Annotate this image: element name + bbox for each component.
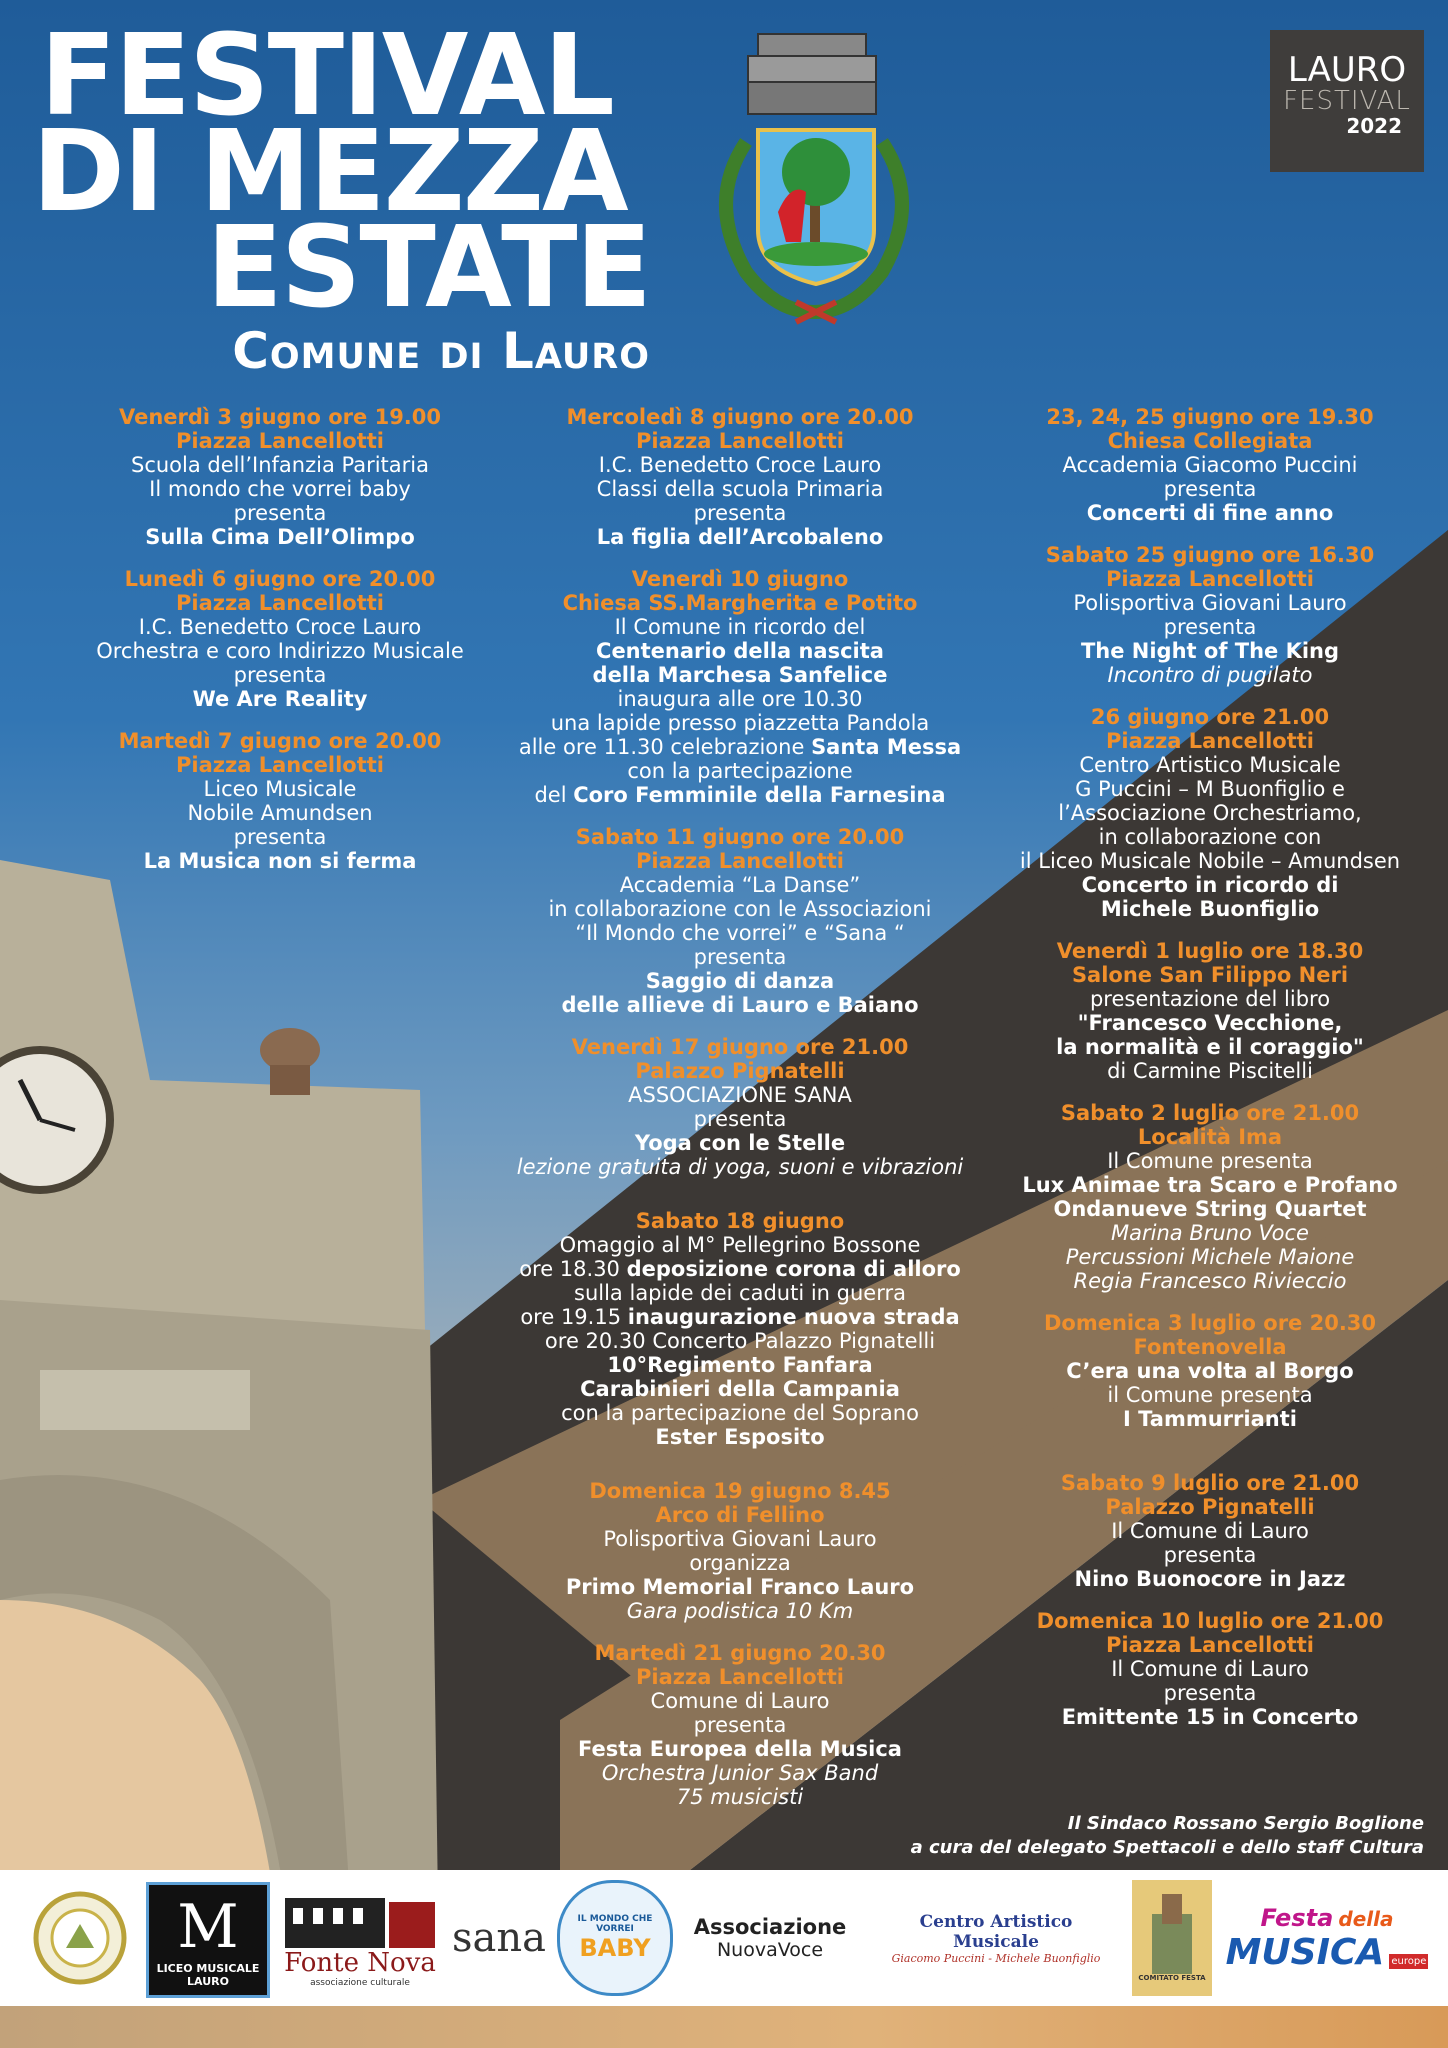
event-date: Sabato 9 luglio ore 21.00 [1060, 1471, 1360, 1495]
event-line [990, 1221, 1430, 1245]
event-date: Domenica 19 giugno 8.45 [589, 1479, 891, 1503]
event-line [490, 921, 990, 945]
event-line-highlight: deposizione corona di alloro [626, 1257, 961, 1281]
event-line-text: Ondanueve String Quartet [1053, 1197, 1367, 1221]
event-line-text: presentazione del libro [1089, 987, 1331, 1011]
fonte-nova-building-icon [285, 1888, 435, 1948]
event-line [490, 1233, 990, 1257]
event-line [990, 1197, 1430, 1221]
event-line-text: I Tammurrianti [1123, 1407, 1297, 1431]
event-line [990, 1269, 1430, 1293]
event-block [490, 825, 990, 1017]
event-line-text: Michele Buonfiglio [1100, 897, 1320, 921]
event-line-text: l’Associazione Orchestriamo, [1058, 801, 1362, 825]
event-line [60, 849, 500, 873]
event-line [990, 897, 1430, 921]
event-line-text: Comune di Lauro [650, 1689, 830, 1713]
event-date: Mercoledì 8 giugno ore 20.00 [566, 405, 914, 429]
event-line-text: il Liceo Musicale Nobile – Amundsen [1019, 849, 1401, 873]
event-line [490, 783, 990, 807]
event-line [60, 777, 500, 801]
liceo-musicale-logo [146, 1882, 270, 1998]
event-line [990, 639, 1430, 663]
event-line-text: Centro Artistico Musicale [1079, 753, 1341, 777]
event-line-text: G Puccini – M Buonfiglio e [1075, 777, 1345, 801]
events-column-1 [60, 405, 500, 891]
event-line-text: presenta [233, 663, 327, 687]
event-line [990, 1681, 1430, 1705]
baby-label: BABY [579, 1934, 651, 1962]
event-line [490, 615, 990, 639]
event-line [490, 969, 990, 993]
baby-top-label: IL MONDO CHE VORREI [577, 1914, 653, 1934]
logo-line-1: LAURO [1287, 50, 1407, 90]
event-block [990, 405, 1430, 525]
event-line [490, 1737, 990, 1761]
event-line [490, 1785, 990, 1809]
event-line [60, 525, 500, 549]
event-venue: Palazzo Pignatelli [1105, 1495, 1315, 1519]
sana-label: sana [452, 1915, 546, 1961]
event-line [990, 1359, 1430, 1383]
event-line-text: Gara podistica 10 Km [626, 1599, 854, 1623]
event-line [60, 825, 500, 849]
event-line-text: Il Comune in ricordo del [614, 615, 866, 639]
event-line [490, 1527, 990, 1551]
event-line [990, 477, 1430, 501]
event-line [490, 501, 990, 525]
event-line-text: il Comune presenta [1107, 1383, 1313, 1407]
event-line [60, 501, 500, 525]
event-venue: Piazza Lancellotti [176, 429, 384, 453]
fonte-nova-logo [280, 1880, 440, 1996]
event-line-text: Il Comune di Lauro [1111, 1657, 1309, 1681]
event-block [490, 1479, 990, 1623]
credits-line-1: Il Sindaco Rossano Sergio Boglione [1067, 1813, 1424, 1834]
event-line [490, 639, 990, 663]
event-venue: Piazza Lancellotti [636, 429, 844, 453]
event-line [60, 453, 500, 477]
event-line-text: presenta [1163, 1543, 1257, 1567]
festa-word-1: Festa [1260, 1903, 1334, 1932]
event-line-text: La figlia dell’Arcobaleno [596, 525, 884, 549]
event-line-text: Concerto in ricordo di [1081, 873, 1339, 897]
event-line-text: inaugura alle ore 10.30 [617, 687, 863, 711]
event-block [990, 1311, 1430, 1431]
associazione-nuovavoce-logo [686, 1880, 854, 1996]
event-line-text: in collaborazione con le Associazioni [548, 897, 932, 921]
event-line [990, 1567, 1430, 1591]
assoc-label-2: NuovaVoce [716, 1939, 824, 1961]
event-line-text: We Are Reality [192, 687, 368, 711]
event-line-text: sulla lapide dei caduti in guerra [574, 1281, 906, 1305]
event-line-text: Scuola dell’Infanzia Paritaria [131, 453, 429, 477]
title-line-3: ESTATE [206, 203, 650, 333]
event-line-text: Percussioni Michele Maione [1065, 1245, 1355, 1269]
event-line [990, 1383, 1430, 1407]
event-line-highlight: Coro Femminile della Farnesina [573, 783, 946, 807]
liceo-m-icon: M [177, 1892, 239, 1962]
event-line [490, 1155, 990, 1179]
event-line [490, 1131, 990, 1155]
event-line-text: Sulla Cima Dell’Olimpo [145, 525, 415, 549]
coat-of-arms-icon [696, 32, 932, 332]
subtitle: Comune di Lauro [232, 322, 650, 380]
logo-line-2: FESTIVAL [1283, 86, 1411, 116]
festa-word-2: della [1338, 1906, 1394, 1931]
event-date: Sabato 18 giugno [635, 1209, 845, 1233]
event-line [490, 687, 990, 711]
event-line [990, 1149, 1430, 1173]
event-line [60, 477, 500, 501]
event-line [490, 1329, 990, 1353]
event-line [990, 1705, 1430, 1729]
event-venue: Località Ima [1137, 1125, 1283, 1149]
credits-line-2: a cura del delegato Spettacoli e dello staff Cultura [910, 1837, 1424, 1858]
bottom-strip [0, 2006, 1448, 2048]
fonte-nova-label: Fonte Nova [284, 1948, 436, 1978]
event-line-text: ASSOCIAZIONE SANA [628, 1083, 852, 1107]
event-venue: Piazza Lancellotti [636, 1665, 844, 1689]
event-line [990, 453, 1430, 477]
event-line [990, 849, 1430, 873]
event-line-text: Nino Buonocore in Jazz [1074, 1567, 1346, 1591]
event-line-text: una lapide presso piazzetta Pandola [550, 711, 930, 735]
event-line-text: presenta [1163, 1681, 1257, 1705]
event-line-text: La Musica non si ferma [143, 849, 417, 873]
event-line-text: presenta [693, 1713, 787, 1737]
school-seal-logo [30, 1880, 130, 1996]
event-line [990, 501, 1430, 525]
event-line-text: della Marchesa Sanfelice [592, 663, 888, 687]
event-line-text: ore 18.30 [519, 1257, 627, 1281]
event-date: 23, 24, 25 giugno ore 19.30 [1046, 405, 1374, 429]
event-line-highlight: inaugurazione nuova strada [627, 1305, 960, 1329]
event-line [60, 663, 500, 687]
event-line-text: organizza [689, 1551, 791, 1575]
event-block [60, 405, 500, 549]
event-date: Martedì 7 giugno ore 20.00 [118, 729, 442, 753]
event-line [60, 615, 500, 639]
event-block [490, 1209, 990, 1449]
event-line [490, 945, 990, 969]
event-line [990, 1245, 1430, 1269]
event-line-text: di Carmine Piscitelli [1107, 1059, 1313, 1083]
event-venue: Piazza Lancellotti [1106, 1633, 1314, 1657]
event-line-text: Il mondo che vorrei baby [149, 477, 411, 501]
event-line [990, 753, 1430, 777]
event-line-text: Liceo Musicale [203, 777, 357, 801]
event-line [490, 1575, 990, 1599]
event-date: Sabato 11 giugno ore 20.00 [575, 825, 905, 849]
event-line [490, 1281, 990, 1305]
castle-icon [1142, 1894, 1202, 1974]
event-block [60, 567, 500, 711]
europe-label: europe [1391, 1955, 1427, 1967]
event-date: Sabato 25 giugno ore 16.30 [1045, 543, 1375, 567]
event-venue: Piazza Lancellotti [176, 591, 384, 615]
event-date: Venerdì 17 giugno ore 21.00 [571, 1035, 909, 1059]
event-line [60, 639, 500, 663]
event-line [990, 1407, 1430, 1431]
event-line [990, 987, 1430, 1011]
events-column-2 [490, 405, 990, 1827]
event-date: Venerdì 1 luglio ore 18.30 [1056, 939, 1364, 963]
fonte-nova-sub: associazione culturale [310, 1978, 410, 1988]
event-line [990, 801, 1430, 825]
event-line-text: ore 19.15 [520, 1305, 628, 1329]
event-line-text: Carabinieri della Campania [580, 1377, 900, 1401]
event-line-text: The Night of The King [1080, 639, 1340, 663]
event-line-text: 10°Regimento Fanfara [607, 1353, 873, 1377]
event-line [490, 1305, 990, 1329]
event-block [60, 729, 500, 873]
event-block [490, 1035, 990, 1179]
event-date: Venerdì 3 giugno ore 19.00 [118, 405, 442, 429]
event-line-text: C’era una volta al Borgo [1066, 1359, 1354, 1383]
school-seal-icon [32, 1890, 128, 1986]
title-line-1: FESTIVAL [40, 11, 613, 141]
event-block [490, 405, 990, 549]
event-line [490, 759, 990, 783]
event-line [490, 525, 990, 549]
event-line [490, 1377, 990, 1401]
event-line-text: Regia Francesco Rivieccio [1073, 1269, 1347, 1293]
event-line-text: Festa Europea della Musica [578, 1737, 902, 1761]
event-venue: Piazza Lancellotti [636, 849, 844, 873]
sponsor-bar [0, 1870, 1448, 2006]
event-line [60, 801, 500, 825]
event-venue: Fontenovella [1133, 1335, 1287, 1359]
event-line-text: presenta [693, 945, 787, 969]
event-date: 26 giugno ore 21.00 [1090, 705, 1330, 729]
centro-label-1: Centro Artistico Musicale [919, 1911, 1073, 1952]
event-date: Lunedì 6 giugno ore 20.00 [124, 567, 436, 591]
event-block [990, 939, 1430, 1083]
event-line [490, 1761, 990, 1785]
event-venue: Palazzo Pignatelli [635, 1059, 845, 1083]
event-line-text: Incontro di pugilato [1107, 663, 1313, 687]
event-line [490, 1713, 990, 1737]
event-date: Sabato 2 luglio ore 21.00 [1060, 1101, 1360, 1125]
event-venue: Salone San Filippo Neri [1071, 963, 1349, 987]
event-line-text: Classi della scuola Primaria [596, 477, 884, 501]
event-venue: Arco di Fellino [655, 1503, 825, 1527]
event-line-text: Ester Esposito [655, 1425, 825, 1449]
event-venue: Piazza Lancellotti [176, 753, 384, 777]
event-line-text: la normalità e il coraggio" [1056, 1035, 1364, 1059]
event-line-text: Lux Animae tra Scaro e Profano [1022, 1173, 1398, 1197]
event-line [490, 663, 990, 687]
festa-della-musica-logo [1222, 1880, 1432, 1996]
event-line-text: presenta [233, 501, 327, 525]
event-line [60, 687, 500, 711]
event-line [490, 1083, 990, 1107]
event-line-text: Nobile Amundsen [187, 801, 373, 825]
credits [864, 1812, 1424, 1860]
event-line-text: Accademia “La Danse” [619, 873, 861, 897]
event-line [990, 825, 1430, 849]
event-line-text: presenta [233, 825, 327, 849]
event-line-text: Emittente 15 in Concerto [1061, 1705, 1359, 1729]
event-line [990, 1657, 1430, 1681]
event-line [990, 615, 1430, 639]
clock-face [0, 1050, 110, 1190]
event-line [490, 477, 990, 501]
event-line [490, 1599, 990, 1623]
event-line-text: lezione gratuita di yoga, suoni e vibrazioni [516, 1155, 964, 1179]
event-line-text: Il Comune di Lauro [1111, 1519, 1309, 1543]
event-line-text: Polisportiva Giovani Lauro [1073, 591, 1347, 615]
event-line [490, 711, 990, 735]
event-line-text: Centenario della nascita [596, 639, 884, 663]
event-line-text: I.C. Benedetto Croce Lauro [598, 453, 882, 477]
event-line-text: Marina Bruno Voce [1111, 1221, 1309, 1245]
event-line [990, 1011, 1430, 1035]
event-line-text: con la partecipazione [627, 759, 853, 783]
event-line [990, 1543, 1430, 1567]
event-line [490, 1353, 990, 1377]
event-line-text: Yoga con le Stelle [634, 1131, 846, 1155]
event-line-text: presenta [1163, 477, 1257, 501]
event-line [990, 873, 1430, 897]
event-block [990, 705, 1430, 921]
event-line-text: con la partecipazione del Soprano [561, 1401, 919, 1425]
event-line-text: presenta [1163, 615, 1257, 639]
event-block [990, 543, 1430, 687]
event-date: Martedì 21 giugno 20.30 [594, 1641, 886, 1665]
centro-label-2: Giacomo Puccini - Michele Buonfiglio [891, 1951, 1101, 1965]
event-line-text: Omaggio al M° Pellegrino Bossone [559, 1233, 921, 1257]
event-line [490, 735, 990, 759]
event-line [490, 993, 990, 1017]
event-line-text: 75 musicisti [676, 1785, 804, 1809]
event-line [490, 1257, 990, 1281]
event-line [490, 873, 990, 897]
event-line-text: del [534, 783, 574, 807]
event-line-text: Orchestra Junior Sax Band [601, 1761, 879, 1785]
event-block [990, 1101, 1430, 1293]
mondo-che-vorrei-baby-logo [556, 1880, 674, 1996]
event-line [490, 1107, 990, 1131]
event-line-text: Concerti di fine anno [1086, 501, 1334, 525]
event-block [990, 1609, 1430, 1729]
event-line [490, 897, 990, 921]
event-venue: Piazza Lancellotti [1106, 729, 1314, 753]
event-line-text: Saggio di danza [645, 969, 835, 993]
title-block [32, 11, 660, 380]
event-venue: Chiesa SS.Margherita e Potito [562, 591, 918, 615]
comitato-festa-logo [1132, 1880, 1212, 1996]
title-line-2: DI MEZZA [32, 107, 627, 237]
event-line-text: Accademia Giacomo Puccini [1062, 453, 1358, 477]
event-block [490, 1641, 990, 1809]
centro-artistico-logo [876, 1880, 1116, 1996]
event-line-text: "Francesco Vecchione, [1077, 1011, 1343, 1035]
event-line-text: Primo Memorial Franco Lauro [565, 1575, 915, 1599]
event-line-text: Il Comune presenta [1107, 1149, 1313, 1173]
event-venue: Piazza Lancellotti [1106, 567, 1314, 591]
event-date: Domenica 10 luglio ore 21.00 [1036, 1609, 1384, 1633]
event-line-text: Orchestra e coro Indirizzo Musicale [96, 639, 464, 663]
event-line [990, 591, 1430, 615]
assoc-label-1: Associazione [693, 1915, 847, 1939]
event-line-text: ore 20.30 Concerto Palazzo Pignatelli [544, 1329, 936, 1353]
event-line-text: presenta [693, 501, 787, 525]
event-line [490, 1551, 990, 1575]
event-line [990, 1173, 1430, 1197]
event-block [490, 567, 990, 807]
logo-year: 2022 [1346, 114, 1402, 138]
event-line [990, 1059, 1430, 1083]
event-line-highlight: Santa Messa [811, 735, 962, 759]
event-line [490, 1425, 990, 1449]
event-line-text: alle ore 11.30 celebrazione [518, 735, 812, 759]
event-line-text: delle allieve di Lauro e Baiano [561, 993, 919, 1017]
events-column-3 [990, 405, 1430, 1747]
event-line [990, 663, 1430, 687]
sana-logo [454, 1880, 544, 1996]
event-date: Venerdì 10 giugno [631, 567, 849, 591]
liceo-label: LICEO MUSICALE LAURO [156, 1962, 260, 1988]
event-line [490, 453, 990, 477]
event-line-text: presenta [693, 1107, 787, 1131]
event-line-text: Polisportiva Giovani Lauro [603, 1527, 877, 1551]
event-line-text: “Il Mondo che vorrei” e “Sana “ [575, 921, 905, 945]
event-line [990, 777, 1430, 801]
event-line [990, 1519, 1430, 1543]
event-block [990, 1471, 1430, 1591]
event-line [490, 1689, 990, 1713]
event-line [490, 1401, 990, 1425]
festa-word-3: MUSICA [1225, 1931, 1385, 1973]
event-line-text: in collaborazione con [1098, 825, 1322, 849]
event-date: Domenica 3 luglio ore 20.30 [1043, 1311, 1377, 1335]
event-line [990, 1035, 1430, 1059]
event-line-text: I.C. Benedetto Croce Lauro [138, 615, 422, 639]
comitato-label: COMITATO FESTA [1138, 1974, 1206, 1982]
event-venue: Chiesa Collegiata [1107, 429, 1313, 453]
lauro-festival-logo [1270, 30, 1424, 172]
